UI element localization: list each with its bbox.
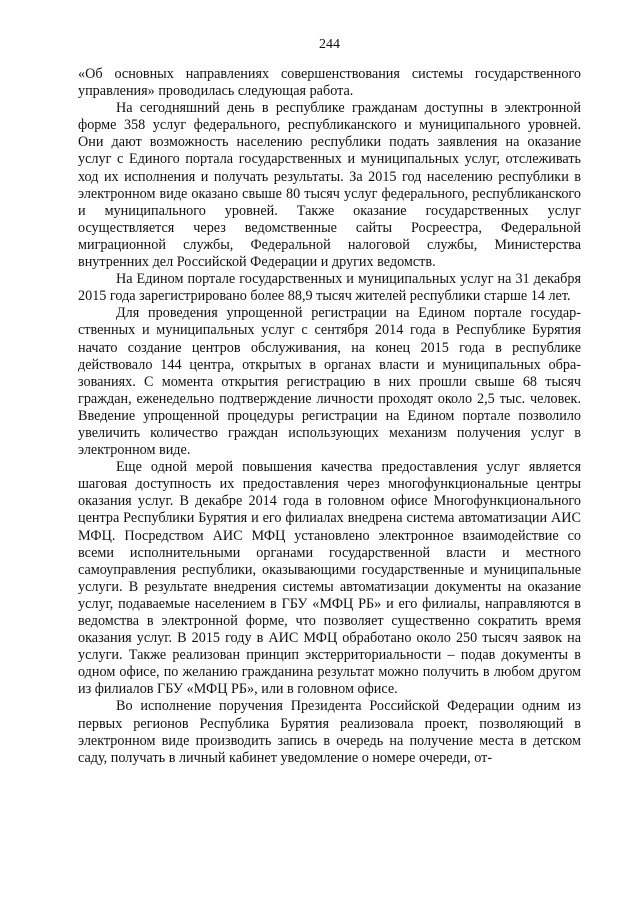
paragraph-4: Для проведения упрощенной регистрации на Едином портале государственных и муниципальных услуг с сентября 2014 года в Республике Бурятия начато создание центров обслуживания, на конец 2015 года в республике действовало 144 центра, открытых в органах власти и муниципальных образованиях. С момента открытия регистрацию в них прошли свыше 68 тысяч граждан, еженедельно подтверждение личности проходят около 2,5 тыс. человек. Введение упрощенной процедуры регистрации на Едином портале позволило увеличить количество граждан использующих механизм получения услуг в электронном виде. [78, 305, 581, 459]
paragraph-2: На сегодняшний день в республике гражданам доступны в электронной форме 358 услуг федерального, республиканского и муниципального уровней. Они дают возможность населению республики подать заявления на оказание услуг с Единого портала государственных и муниципальных услуг, отслеживать ход их исполнения и получать результаты. За 2015 год населению республики в электронном виде оказано свыше 80 тысяч услуг федерального, республиканского и муниципального уровней. Также оказание государственных услуг осуществляется через ведомственные сайты Росреестра, Федеральной миграционной службы, Федеральной налоговой службы, Министерства внутренних дел Российской Федерации и других ведомств. [78, 100, 581, 271]
paragraph-1: «Об основных направлениях совершенствования системы государственного управления» проводилась следующая работа. [78, 66, 581, 100]
paragraph-6: Во исполнение поручения Президента Российской Федерации одним из первых регионов Республика Бурятия реализовала проект, позволяющий в электронном виде производить запись в очередь на получение места в детском саду, получать в личный кабинет уведомление о номере очереди, от- [78, 698, 581, 766]
paragraph-5: Еще одной мерой повышения качества предоставления услуг является шаговая доступность их предоставления через многофункциональные центры оказания услуг. В декабре 2014 года в головном офисе Многофункционального центра Республики Бурятия и его филиалах внедрена система автоматизации АИС МФЦ. Посредством АИС МФЦ установлено электронное взаимодействие со всеми исполнительными органами государственной власти и местного самоуправления республики, оказывающими государственные и муниципальные услуги. В результате внедрения системы автоматизации документы на оказание услуг, подаваемые населением в ГБУ «МФЦ РБ» и его филиалы, направляются в ведомства в электронной форме, что позволяет существенно сократить время оказания услуг. В 2015 году в АИС МФЦ обработано около 250 тысяч заявок на услуги. Также реализован принцип экстерриториальности – подав документы в одном офисе, по желанию гражданина результат можно получить в любом другом из филиалов ГБУ «МФЦ РБ», или в головном офисе. [78, 459, 581, 698]
document-page [78, 36, 581, 767]
paragraph-3: На Едином портале государственных и муниципальных услуг на 31 декабря 2015 года зарегистрировано более 88,9 тысяч жителей республики старше 14 лет. [78, 271, 581, 305]
page-number: 244 [319, 37, 340, 52]
